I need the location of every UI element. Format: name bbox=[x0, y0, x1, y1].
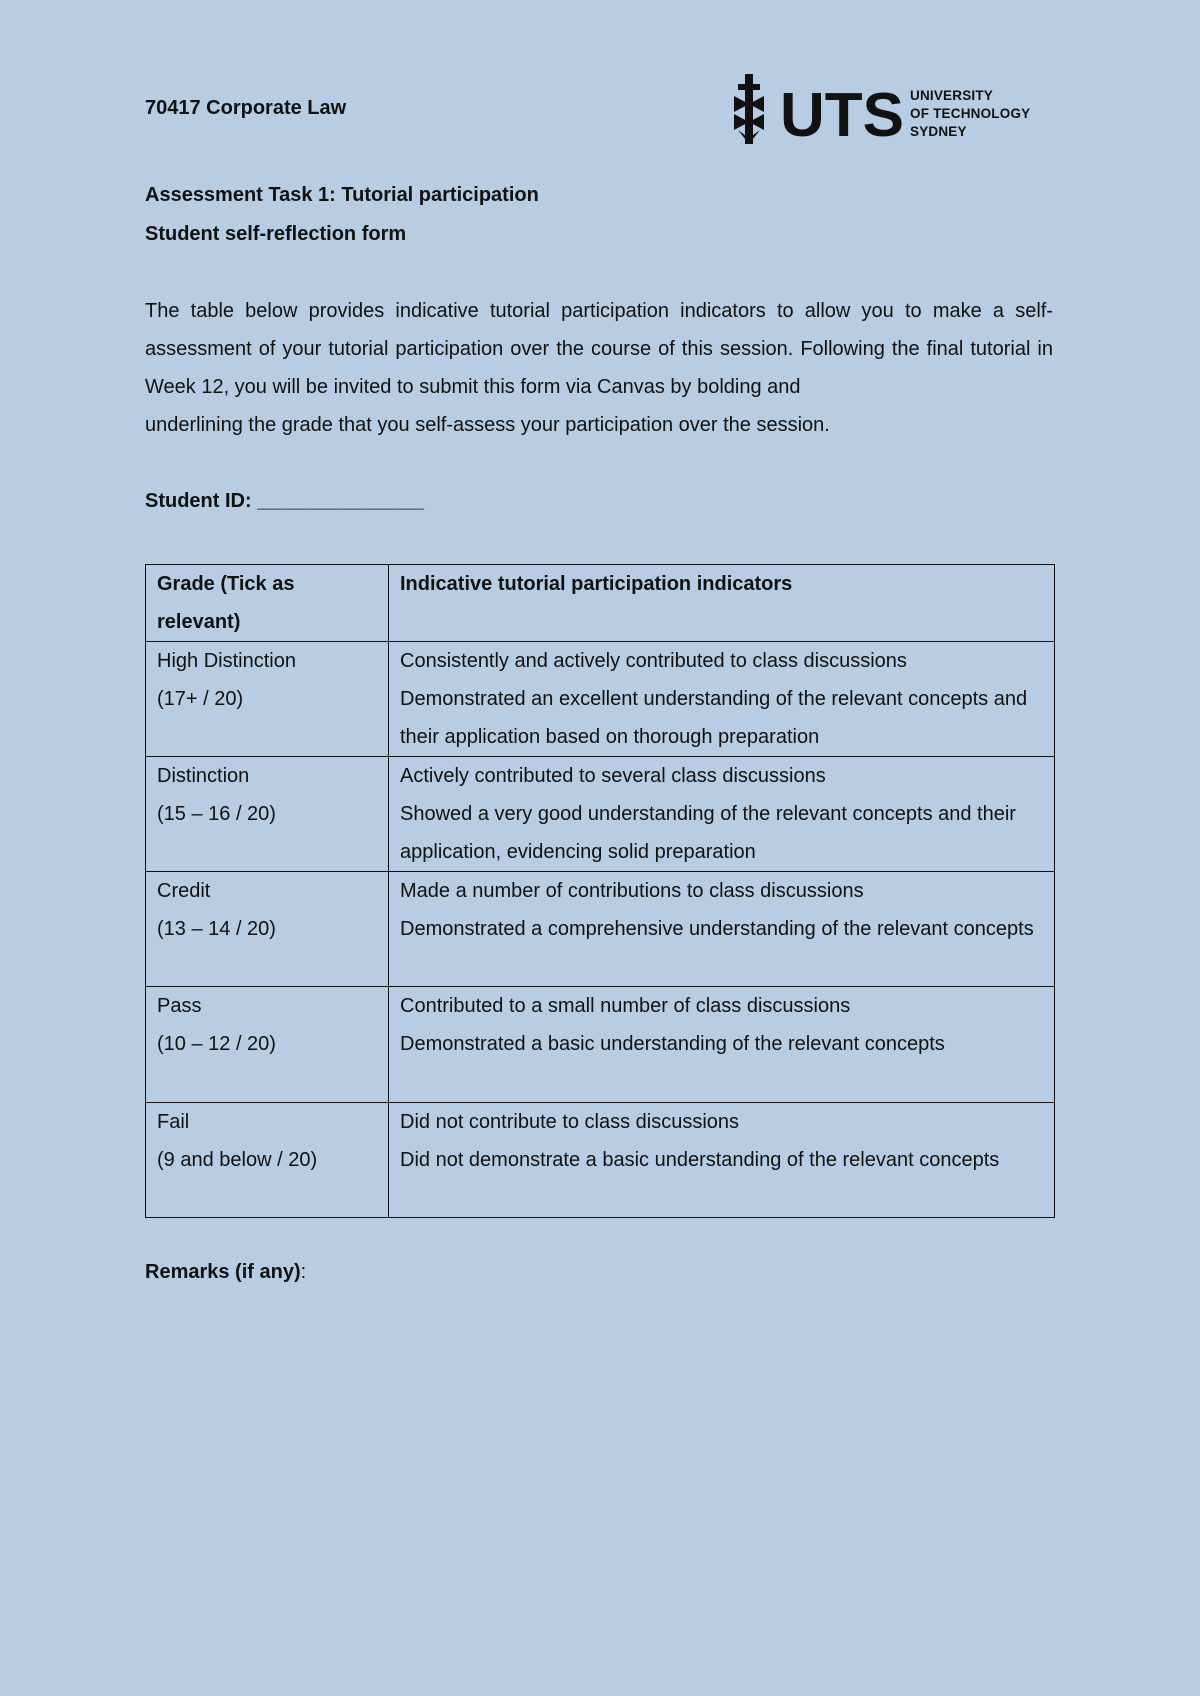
grade-name: Credit bbox=[157, 880, 211, 902]
grade-range: (10 – 12 / 20) bbox=[157, 1033, 276, 1055]
grade-cell[interactable] bbox=[146, 872, 389, 987]
assessment-task-title: Assessment Task 1: Tutorial participation bbox=[145, 184, 539, 206]
grade-name: Pass bbox=[157, 995, 202, 1017]
intro-text: The table below provides indicative tutorial participation indicators to allow you to make a self-assessment of your tutorial participation over the course of this session. Following the final tutorial in Week 12, you will be invited to submit this form via Canvas by bolding and bbox=[145, 300, 1053, 398]
intro-text-last-line: underlining the grade that you self-assess your participation over the session. bbox=[145, 414, 830, 436]
grade-name: High Distinction bbox=[157, 650, 296, 672]
indicators-column-header: Indicative tutorial participation indicators bbox=[389, 565, 1055, 642]
participation-table bbox=[145, 564, 1055, 1218]
grade-cell[interactable] bbox=[146, 642, 389, 757]
indicator-1: Contributed to a small number of class discussions bbox=[400, 995, 851, 1017]
indicator-2: Demonstrated an excellent understanding of the relevant concepts and their application based on thorough preparation bbox=[400, 688, 1028, 748]
indicator-1: Actively contributed to several class discussions bbox=[400, 765, 826, 787]
logo-line-2: OF TECHNOLOGY bbox=[910, 106, 1031, 121]
grade-range: (9 and below / 20) bbox=[157, 1149, 318, 1171]
grade-column-header: Grade (Tick as relevant) bbox=[146, 565, 389, 642]
student-id-field[interactable] bbox=[145, 490, 424, 513]
indicator-2: Did not demonstrate a basic understanding of the relevant concepts bbox=[400, 1149, 1000, 1171]
grade-range: (17+ / 20) bbox=[157, 688, 244, 710]
indicator-1: Made a number of contributions to class discussions bbox=[400, 880, 864, 902]
table-row bbox=[146, 1103, 1055, 1218]
student-id-label: Student ID: bbox=[145, 490, 252, 512]
uts-wordmark: UTS bbox=[780, 81, 904, 146]
logo-line-1: UNIVERSITY bbox=[910, 88, 994, 103]
intro-paragraph bbox=[145, 292, 1053, 444]
remarks-field[interactable] bbox=[145, 1261, 306, 1284]
table-row bbox=[146, 987, 1055, 1103]
indicator-1: Consistently and actively contributed to class discussions bbox=[400, 650, 907, 672]
table-row bbox=[146, 757, 1055, 872]
remarks-label: Remarks (if any) bbox=[145, 1261, 301, 1283]
indicator-2: Showed a very good understanding of the relevant concepts and their application, evidencing solid preparation bbox=[400, 803, 1016, 863]
indicator-cell bbox=[389, 987, 1055, 1103]
grade-name: Distinction bbox=[157, 765, 250, 787]
indicator-cell bbox=[389, 872, 1055, 987]
grade-cell[interactable] bbox=[146, 1103, 389, 1218]
grade-range: (13 – 14 / 20) bbox=[157, 918, 276, 940]
grade-name: Fail bbox=[157, 1111, 190, 1133]
uts-crest-icon bbox=[734, 74, 764, 144]
indicator-cell bbox=[389, 757, 1055, 872]
remarks-colon: : bbox=[300, 1261, 307, 1283]
indicator-2: Demonstrated a basic understanding of the relevant concepts bbox=[400, 1033, 945, 1055]
grade-cell[interactable] bbox=[146, 987, 389, 1103]
logo-line-3: SYDNEY bbox=[910, 124, 967, 139]
indicator-cell bbox=[389, 642, 1055, 757]
indicator-cell bbox=[389, 1103, 1055, 1218]
table-header-row bbox=[146, 565, 1055, 642]
student-id-blank[interactable]: _______________ bbox=[251, 490, 425, 512]
grade-cell[interactable] bbox=[146, 757, 389, 872]
course-title: 70417 Corporate Law bbox=[145, 97, 347, 119]
form-title: Student self-reflection form bbox=[145, 223, 407, 245]
table-row bbox=[146, 872, 1055, 987]
grade-range: (15 – 16 / 20) bbox=[157, 803, 276, 825]
uts-logo-caption bbox=[910, 87, 1030, 141]
indicator-1: Did not contribute to class discussions bbox=[400, 1111, 740, 1133]
table-row bbox=[146, 642, 1055, 757]
indicator-2: Demonstrated a comprehensive understanding of the relevant concepts bbox=[400, 918, 1034, 940]
